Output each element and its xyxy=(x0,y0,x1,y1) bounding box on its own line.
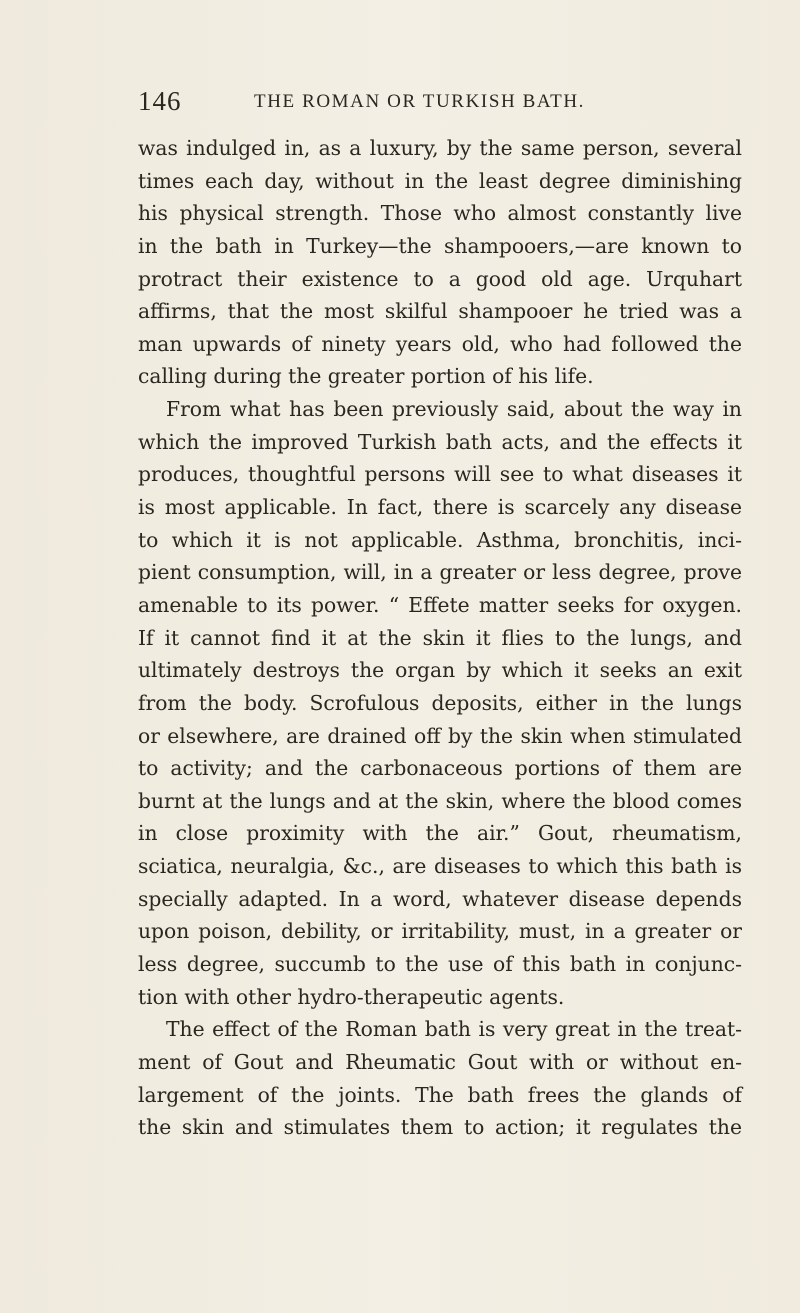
text-line: affirms, that the most skilful shampooer he tried was a xyxy=(138,299,742,324)
text-line: to activity; and the carbonaceous portions of them are xyxy=(138,756,742,781)
text-line: his physical strength. Those who almost constantly live xyxy=(138,201,742,226)
text-line: less degree, succumb to the use of this bath in conjunc- xyxy=(138,952,742,977)
text-line: protract their existence to a good old age. Urquhart xyxy=(138,266,742,291)
text-line: is most applicable. In fact, there is scarcely any disease xyxy=(138,495,742,520)
page-number: 146 xyxy=(138,86,182,116)
text-line: in the bath in Turkey—the shampooers,—are known to xyxy=(138,233,742,258)
text-line: or elsewhere, are drained off by the skin when stimulated xyxy=(138,723,742,748)
text-line: ment of Gout and Rheumatic Gout with or without en- xyxy=(138,1049,742,1074)
text-line: From what has been previously said, about the way in xyxy=(166,397,742,422)
text-line: tion with other hydro-therapeutic agents. xyxy=(138,984,565,1009)
text-line: amenable to its power. “ Effete matter seeks for oxygen. xyxy=(138,592,742,617)
text-line: in close proximity with the air.” Gout, rheumatism, xyxy=(138,821,742,846)
text-line: calling during the greater portion of his life. xyxy=(138,364,594,389)
text-line: man upwards of ninety years old, who had followed the xyxy=(138,331,742,356)
text-line: largement of the joints. The bath frees the glands of xyxy=(138,1082,742,1107)
text-line: specially adapted. In a word, whatever disease depends xyxy=(138,886,742,911)
text-line: was indulged in, as a luxury, by the same person, several xyxy=(138,136,742,160)
text-line: produces, thoughtful persons will see to what diseases it xyxy=(138,462,742,487)
text-line: times each day, without in the least degree diminishing xyxy=(138,168,742,193)
text-line: which the improved Turkish bath acts, and the effects it xyxy=(138,429,742,454)
text-line: to which it is not applicable. Asthma, bronchitis, inci- xyxy=(138,527,742,552)
text-line: The effect of the Roman bath is very great in the treat- xyxy=(166,1017,742,1042)
body-text xyxy=(138,132,742,1144)
text-line: from the body. Scrofulous deposits, either in the lungs xyxy=(138,690,742,715)
page-header xyxy=(138,86,742,122)
text-line: pient consumption, will, in a greater or less degree, prove xyxy=(138,560,742,585)
text-line: burnt at the lungs and at the skin, where the blood comes xyxy=(138,788,742,813)
text-line: the skin and stimulates them to action; it regulates the xyxy=(138,1115,742,1140)
text-line: If it cannot find it at the skin it flies to the lungs, and xyxy=(138,625,742,650)
text-line: sciatica, neuralgia, &c., are diseases to which this bath is xyxy=(138,854,742,879)
text-line: upon poison, debility, or irritability, must, in a greater or xyxy=(138,919,742,944)
running-head: THE ROMAN OR TURKISH BATH. xyxy=(254,91,586,112)
text-line: ultimately destroys the organ by which it seeks an exit xyxy=(138,658,742,683)
